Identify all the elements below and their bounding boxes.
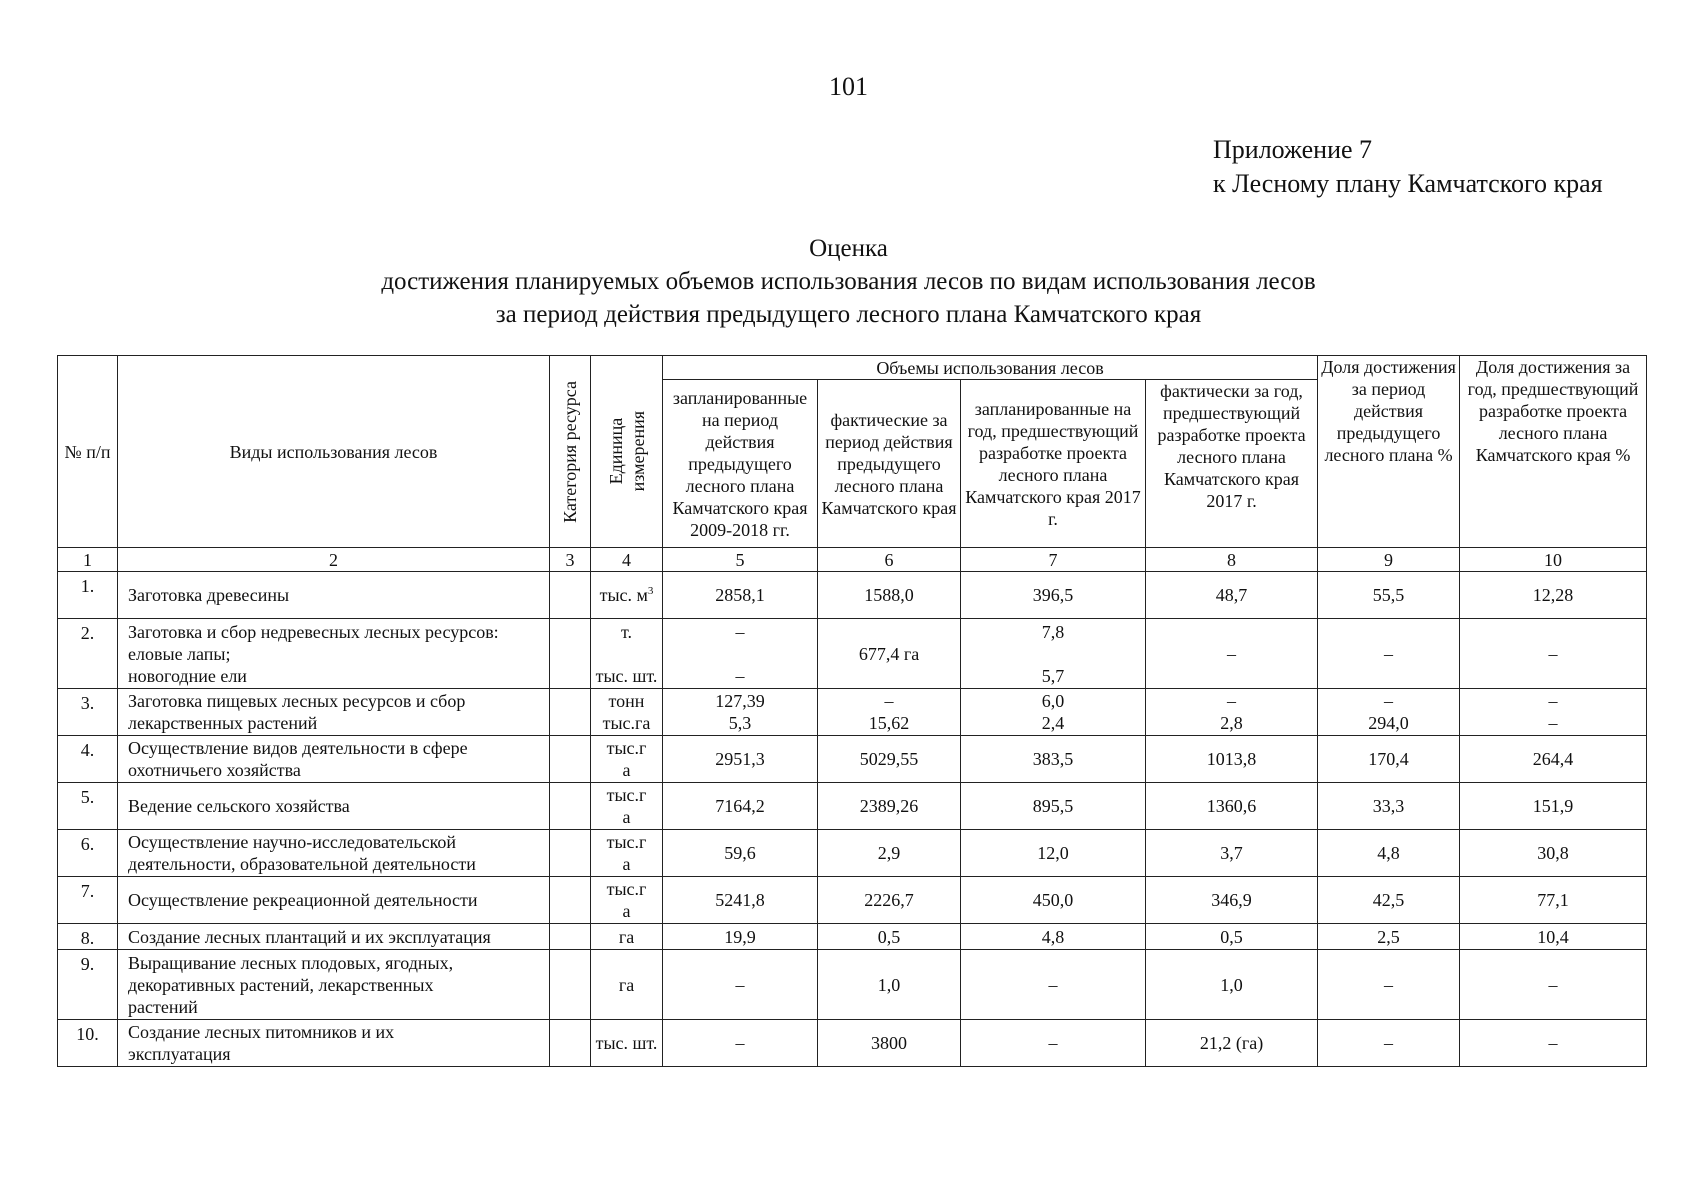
header-actual-period: фактические за период действия предыдущего лесного плана Камчатского края xyxy=(818,380,961,548)
row-type: Создание лесных плантаций и их эксплуатация xyxy=(118,924,550,950)
document-title xyxy=(0,232,1697,331)
row-unit: га xyxy=(591,950,663,1020)
table-row xyxy=(58,736,1647,783)
row-number: 8. xyxy=(58,924,118,950)
row-planned-year: 383,5 xyxy=(961,736,1146,783)
row-planned-period: 59,6 xyxy=(663,830,818,877)
cell-line: 6,0 xyxy=(1041,691,1065,711)
row-type-line: растений xyxy=(128,996,198,1017)
row-actual-year: 3,7 xyxy=(1146,830,1318,877)
row-category xyxy=(550,572,591,619)
row-type xyxy=(118,619,550,689)
row-share-period: – xyxy=(1318,619,1460,689)
row-category xyxy=(550,950,591,1020)
row-share-year: 151,9 xyxy=(1460,783,1647,830)
row-unit xyxy=(591,572,663,619)
appendix-line-1: Приложение 7 xyxy=(1213,135,1373,164)
row-planned-period xyxy=(663,619,818,689)
page-number: 101 xyxy=(829,72,868,101)
row-actual-period: 2,9 xyxy=(818,830,961,877)
title-line-3: за период действия предыдущего лесного плана Камчатского края xyxy=(495,301,1202,328)
row-actual-period: 5029,55 xyxy=(818,736,961,783)
row-category xyxy=(550,736,591,783)
row-type-line: еловые лапы; xyxy=(128,643,231,664)
row-number: 5. xyxy=(58,783,118,830)
row-share-period: 55,5 xyxy=(1318,572,1460,619)
row-actual-year: 1360,6 xyxy=(1146,783,1318,830)
row-actual-period: 1588,0 xyxy=(818,572,961,619)
row-actual-period: 0,5 xyxy=(818,924,961,950)
header-type: Виды использования лесов xyxy=(118,356,550,548)
row-unit xyxy=(591,877,663,924)
row-actual-year xyxy=(1146,689,1318,736)
row-type-line: новогодние ели xyxy=(128,665,247,686)
header-share-period: Доля достижения за период действия предыдущего лесного плана % xyxy=(1318,356,1460,548)
cell-line: 2,8 xyxy=(1220,713,1243,733)
row-number: 6. xyxy=(58,830,118,877)
row-type-line: Создание лесных питомников и их xyxy=(128,1022,395,1042)
row-share-year: – xyxy=(1460,950,1647,1020)
row-actual-period xyxy=(818,689,961,736)
row-actual-year: 346,9 xyxy=(1146,877,1318,924)
row-unit-line: а xyxy=(622,760,631,780)
row-unit-line: а xyxy=(622,807,631,827)
row-type xyxy=(118,689,550,736)
row-actual-year: – xyxy=(1146,619,1318,689)
row-type xyxy=(118,1020,550,1067)
cell-line: – xyxy=(1227,691,1237,711)
row-unit-line: тонн xyxy=(608,691,645,711)
row-type-line: лекарственных растений xyxy=(128,713,318,733)
title-line-1: Оценка xyxy=(809,235,888,262)
row-category xyxy=(550,877,591,924)
cell-line: 127,39 xyxy=(715,691,765,711)
col-number: 9 xyxy=(1318,548,1460,572)
row-actual-year: 48,7 xyxy=(1146,572,1318,619)
row-type xyxy=(118,830,550,877)
header-unit-line-1: Единица xyxy=(605,418,626,485)
row-share-year: – xyxy=(1460,619,1647,689)
row-planned-period: – xyxy=(663,950,818,1020)
row-unit: га xyxy=(591,924,663,950)
table-row xyxy=(58,924,1647,950)
cell-line: – xyxy=(735,621,745,642)
row-type-line: деятельности, образовательной деятельности xyxy=(128,854,476,874)
cell-line: 15,62 xyxy=(868,713,910,733)
title-line-2: достижения планируемых объемов использования лесов по видам использования лесов xyxy=(381,268,1316,295)
row-type-line: охотничьего хозяйства xyxy=(128,760,301,780)
row-actual-period: 3800 xyxy=(818,1020,961,1067)
row-planned-period: 2858,1 xyxy=(663,572,818,619)
col-number: 8 xyxy=(1146,548,1318,572)
row-actual-year: 0,5 xyxy=(1146,924,1318,950)
table-row xyxy=(58,783,1647,830)
row-category xyxy=(550,783,591,830)
row-unit-line: тыс.г xyxy=(606,785,647,805)
row-planned-year xyxy=(961,619,1146,689)
cell-line: 294,0 xyxy=(1368,713,1409,733)
row-unit xyxy=(591,619,663,689)
cell-line: – xyxy=(1548,713,1558,733)
row-unit-line: тыс. шт. xyxy=(595,665,658,686)
row-category xyxy=(550,689,591,736)
cell-line: – xyxy=(735,665,745,686)
row-share-year: 10,4 xyxy=(1460,924,1647,950)
row-planned-year xyxy=(961,689,1146,736)
row-number: 1. xyxy=(58,572,118,619)
row-planned-period: 5241,8 xyxy=(663,877,818,924)
table-row xyxy=(58,689,1647,736)
header-unit xyxy=(591,356,663,548)
col-number: 7 xyxy=(961,548,1146,572)
appendix-note xyxy=(1213,133,1603,201)
row-unit xyxy=(591,736,663,783)
row-share-period: – xyxy=(1318,1020,1460,1067)
row-share-year: 12,28 xyxy=(1460,572,1647,619)
row-number: 4. xyxy=(58,736,118,783)
header-num: № п/п xyxy=(58,356,118,548)
row-actual-period: 677,4 га xyxy=(818,619,961,689)
cell-line: – xyxy=(1384,691,1394,711)
row-actual-period: 1,0 xyxy=(818,950,961,1020)
row-share-period: 42,5 xyxy=(1318,877,1460,924)
row-share-period: – xyxy=(1318,950,1460,1020)
col-number: 1 xyxy=(58,548,118,572)
row-unit-line: а xyxy=(622,854,631,874)
header-planned-year: запланированные на год, предшествующий разработке проекта лесного плана Камчатского края 2017 г. xyxy=(961,380,1146,548)
row-actual-period: 2389,26 xyxy=(818,783,961,830)
row-actual-year: 21,2 (га) xyxy=(1146,1020,1318,1067)
row-type-line: Заготовка пищевых лесных ресурсов и сбор xyxy=(128,691,466,711)
unit-superscript: 3 xyxy=(647,585,654,597)
header-share-year: Доля достижения за год, предшествующий разработке проекта лесного плана Камчатского края % xyxy=(1460,356,1647,548)
unit-text: тыс. м xyxy=(599,585,648,605)
row-type xyxy=(118,736,550,783)
row-type: Осуществление рекреационной деятельности xyxy=(118,877,550,924)
row-number: 10. xyxy=(58,1020,118,1067)
row-unit-line: а xyxy=(622,901,631,921)
header-unit-text xyxy=(605,411,649,491)
row-unit-line: тыс.г xyxy=(606,738,647,758)
row-share-period: 4,8 xyxy=(1318,830,1460,877)
cell-line: 2,4 xyxy=(1041,713,1065,733)
row-share-year: 77,1 xyxy=(1460,877,1647,924)
row-type-line: Осуществление видов деятельности в сфере xyxy=(128,738,468,758)
row-unit xyxy=(591,783,663,830)
row-type-line: Выращивание лесных плодовых, ягодных, xyxy=(128,952,454,973)
row-actual-year: 1013,8 xyxy=(1146,736,1318,783)
row-planned-period: – xyxy=(663,1020,818,1067)
table-row xyxy=(58,1020,1647,1067)
row-planned-period: 19,9 xyxy=(663,924,818,950)
row-unit-line: тыс.г xyxy=(606,879,647,899)
col-number: 6 xyxy=(818,548,961,572)
row-type-line: эксплуатация xyxy=(128,1044,231,1064)
row-number: 3. xyxy=(58,689,118,736)
row-actual-period: 2226,7 xyxy=(818,877,961,924)
col-number: 4 xyxy=(591,548,663,572)
row-unit: тыс. шт. xyxy=(591,1020,663,1067)
assessment-table xyxy=(57,355,1647,1067)
cell-line: 5,3 xyxy=(728,713,752,733)
row-planned-year: 12,0 xyxy=(961,830,1146,877)
row-planned-year: 396,5 xyxy=(961,572,1146,619)
row-share-period: 170,4 xyxy=(1318,736,1460,783)
row-share-period xyxy=(1318,689,1460,736)
table-row xyxy=(58,950,1647,1020)
header-volumes: Объемы использования лесов xyxy=(663,356,1318,380)
row-category xyxy=(550,619,591,689)
row-number: 7. xyxy=(58,877,118,924)
row-planned-year: 895,5 xyxy=(961,783,1146,830)
row-share-period: 33,3 xyxy=(1318,783,1460,830)
row-actual-year: 1,0 xyxy=(1146,950,1318,1020)
row-unit-line: тыс.г xyxy=(606,832,647,852)
row-share-year: 30,8 xyxy=(1460,830,1647,877)
row-unit-line: т. xyxy=(620,621,632,642)
table-row xyxy=(58,877,1647,924)
row-type-line: Заготовка и сбор недревесных лесных ресурсов: xyxy=(128,621,499,642)
row-category xyxy=(550,830,591,877)
row-category xyxy=(550,1020,591,1067)
row-type xyxy=(118,950,550,1020)
header-unit-line-2: измерения xyxy=(627,411,648,492)
header-planned-period: запланированные на период действия предыдущего лесного плана Камчатского края 2009-2018 гг. xyxy=(663,380,818,548)
cell-line: – xyxy=(884,691,894,711)
cell-line: 5,7 xyxy=(1041,665,1065,686)
row-share-year: 264,4 xyxy=(1460,736,1647,783)
row-planned-year: – xyxy=(961,1020,1146,1067)
row-category xyxy=(550,924,591,950)
row-share-year: – xyxy=(1460,1020,1647,1067)
row-planned-year: 4,8 xyxy=(961,924,1146,950)
row-planned-year: – xyxy=(961,950,1146,1020)
header-actual-year: фактически за год, предшествующий разработке проекта лесного плана Камчатского края 2017 г. xyxy=(1146,380,1318,548)
row-planned-period: 7164,2 xyxy=(663,783,818,830)
appendix-line-2: к Лесному плану Камчатского края xyxy=(1213,169,1603,198)
row-number: 2. xyxy=(58,619,118,689)
row-type: Ведение сельского хозяйства xyxy=(118,783,550,830)
row-unit-line: тыс.га xyxy=(602,713,651,733)
column-number-row xyxy=(58,548,1647,572)
row-share-period: 2,5 xyxy=(1318,924,1460,950)
col-number: 3 xyxy=(550,548,591,572)
row-planned-period xyxy=(663,689,818,736)
row-unit xyxy=(591,689,663,736)
header-row-1 xyxy=(58,356,1647,380)
col-number: 5 xyxy=(663,548,818,572)
cell-line: – xyxy=(1548,691,1558,711)
cell-line: 7,8 xyxy=(1041,621,1065,642)
table-row xyxy=(58,619,1647,689)
row-type-line: Осуществление научно-исследовательской xyxy=(128,832,457,852)
col-number: 10 xyxy=(1460,548,1647,572)
row-number: 9. xyxy=(58,950,118,1020)
table-row xyxy=(58,830,1647,877)
row-type: Заготовка древесины xyxy=(118,572,550,619)
row-unit xyxy=(591,830,663,877)
col-number: 2 xyxy=(118,548,550,572)
row-planned-period: 2951,3 xyxy=(663,736,818,783)
header-category xyxy=(550,356,591,548)
row-type-line: декоративных растений, лекарственных xyxy=(128,974,434,995)
row-share-year xyxy=(1460,689,1647,736)
row-planned-year: 450,0 xyxy=(961,877,1146,924)
table-row xyxy=(58,572,1647,619)
header-category-text: Категория ресурса xyxy=(560,380,580,523)
